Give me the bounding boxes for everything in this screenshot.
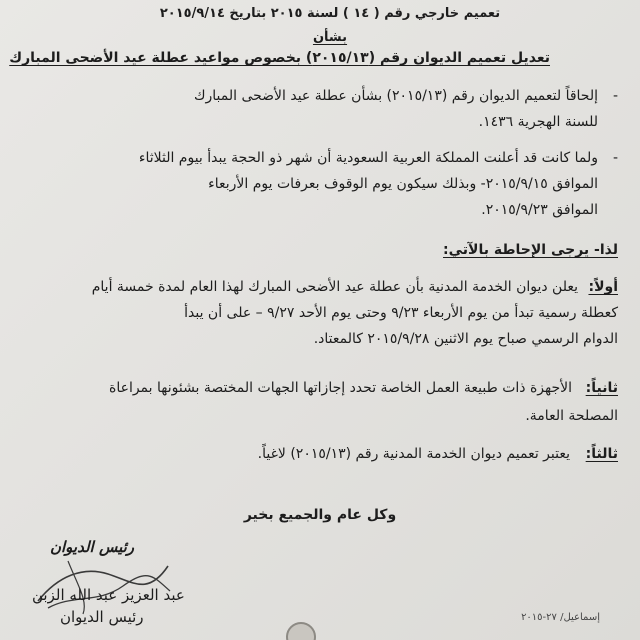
seal-icon [286,622,316,640]
item-text: يعتبر تعميم ديوان الخدمة المدنية رقم (٢٠١٥/١٣) لاغياً. [257,446,570,462]
handwritten-signature [28,546,178,616]
item-label-second: ثانياً: [585,380,618,396]
subject-title: تعديل تعميم الديوان رقم (٢٠١٥/١٣) بخصوص مواعيد عطلة عيد الأضحى المبارك [9,50,550,66]
bullet-dash: - [612,150,618,166]
signatory-position: رئيس الديوان [60,608,144,626]
circular-number: تعميم خارجي رقم ( ١٤ ) لسنة ٢٠١٥ بتاريخ ٢٠١٥/٩/١٤ [159,6,501,21]
item-text: الأجهزة ذات طبيعة العمل الخاصة تحدد إجازاتها الجهات المختصة بشئونها بمراعاة [108,380,572,396]
regarding-label: بشأن [312,30,348,45]
signatory-title: رئيس الديوان [50,538,135,556]
item-text: الدوام الرسمي صباح يوم الاثنين ٢٠١٥/٩/٢٨ كالمعتاد. [313,331,618,347]
signatory-name: عبد العزيز عبد الله الزبن [32,586,185,604]
item-label-third: ثالثاً: [585,446,618,462]
reference-note: إسماعيل/ ٢٧-٢٠١٥ [521,612,600,623]
item-text: يعلن ديوان الخدمة المدنية بأن عطلة عيد الأضحى المبارك لهذا العام لمدة خمسة أيام [91,279,578,295]
intro-line: الموافق ٢٠١٥/٩/٢٣. [481,202,598,218]
intro-line: ولما كانت قد أعلنت المملكة العربية السعودية أن شهر ذو الحجة يبدأ بيوم الثلاثاء [138,150,598,166]
item-text: المصلحة العامة. [525,408,618,424]
intro-line: إلحاقاً لتعميم الديوان رقم (٢٠١٥/١٣) بشأن عطلة عيد الأضحى المبارك [193,88,598,104]
intro-line: للسنة الهجرية ١٤٣٦. [478,114,598,130]
item-label-first: أولاً: [588,279,618,295]
intro-line: الموافق ٢٠١٥/٩/١٥- وبذلك سيكون يوم الوقوف بعرفات يوم الأربعاء [208,176,598,192]
bullet-dash: - [612,88,618,104]
closing-greeting: وكل عام والجميع بخير [243,507,397,523]
item-text: كعطلة رسمية تبدأ من يوم الأربعاء ٩/٢٣ وحتى يوم الأحد ٩/٢٧ – على أن يبدأ [184,305,618,321]
notice-heading: لذا- يرجى الإحاطة بالآتي: [443,242,618,258]
